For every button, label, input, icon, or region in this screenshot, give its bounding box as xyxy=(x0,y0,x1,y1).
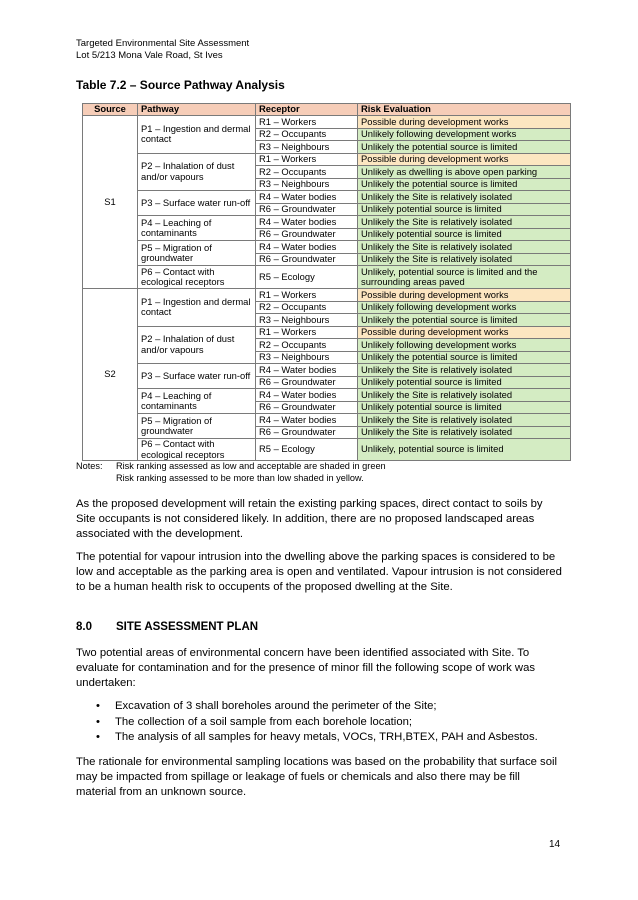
section-title: SITE ASSESSMENT PLAN xyxy=(116,621,259,633)
receptor-cell: R3 – Neighbours xyxy=(256,178,358,191)
risk-evaluation-cell: Unlikely the Site is relatively isolated xyxy=(358,426,571,439)
receptor-cell: R4 – Water bodies xyxy=(256,216,358,229)
page-number: 14 xyxy=(549,839,561,850)
table-row xyxy=(83,289,571,302)
notes-label: Notes: xyxy=(76,461,103,471)
column-header-risk: Risk Evaluation xyxy=(358,104,571,116)
risk-evaluation-cell: Unlikely the Site is relatively isolated xyxy=(358,389,571,402)
pathway-cell: P5 – Migration of groundwater xyxy=(138,414,256,439)
notes-line-yellow: Risk ranking assessed to be more than low shaded in yellow. xyxy=(116,472,364,483)
risk-evaluation-cell: Unlikely potential source is limited xyxy=(358,228,571,241)
risk-evaluation-cell: Unlikely the potential source is limited xyxy=(358,178,571,191)
table-row xyxy=(83,216,571,229)
receptor-cell: R4 – Water bodies xyxy=(256,389,358,402)
pathway-cell: P2 – Inhalation of dust and/or vapours xyxy=(138,153,256,191)
risk-evaluation-cell: Unlikely the potential source is limited xyxy=(358,351,571,364)
pathway-cell: P6 – Contact with ecological receptors xyxy=(138,266,256,289)
risk-evaluation-cell: Unlikely following development works xyxy=(358,339,571,352)
risk-evaluation-cell: Unlikely the Site is relatively isolated xyxy=(358,253,571,266)
pathway-cell: P4 – Leaching of contaminants xyxy=(138,389,256,414)
risk-evaluation-cell: Unlikely following development works xyxy=(358,128,571,141)
receptor-cell: R6 – Groundwater xyxy=(256,426,358,439)
receptor-cell: R4 – Water bodies xyxy=(256,414,358,427)
receptor-cell: R4 – Water bodies xyxy=(256,364,358,377)
risk-evaluation-cell: Possible during development works xyxy=(358,153,571,166)
pathway-cell: P3 – Surface water run-off xyxy=(138,191,256,216)
paragraph-scope-intro: Two potential areas of environmental concern have been identified associated with Site. To evaluate for contamination and for the presence of minor fill the following scope of work was undertaken: xyxy=(76,647,536,690)
receptor-cell: R4 – Water bodies xyxy=(256,241,358,254)
table-header-row xyxy=(83,104,571,116)
list-item xyxy=(76,730,566,746)
notes-line-green: Risk ranking assessed as low and acceptable are shaded in green xyxy=(116,461,386,471)
pathway-cell: P1 – Ingestion and dermal contact xyxy=(138,289,256,327)
receptor-cell: R3 – Neighbours xyxy=(256,314,358,327)
risk-evaluation-cell: Unlikely the Site is relatively isolated xyxy=(358,241,571,254)
section-heading xyxy=(76,621,258,633)
table-row xyxy=(83,326,571,339)
header-title: Targeted Environmental Site Assessment xyxy=(76,38,250,49)
receptor-cell: R2 – Occupants xyxy=(256,166,358,179)
table-row xyxy=(83,116,571,129)
receptor-cell: R4 – Water bodies xyxy=(256,191,358,204)
pathway-cell: P3 – Surface water run-off xyxy=(138,364,256,389)
pathway-cell: P6 – Contact with ecological receptors xyxy=(138,439,256,461)
bullet-icon: • xyxy=(96,731,100,743)
scope-list xyxy=(76,699,566,746)
list-item-text: The collection of a soil sample from each borehole location; xyxy=(115,715,413,728)
risk-evaluation-cell: Unlikely, potential source is limited and the surrounding areas paved xyxy=(358,266,571,289)
risk-evaluation-cell: Unlikely as dwelling is above open parking xyxy=(358,166,571,179)
table-row xyxy=(83,191,571,204)
risk-evaluation-cell: Unlikely the Site is relatively isolated xyxy=(358,414,571,427)
risk-evaluation-cell: Unlikely potential source is limited xyxy=(358,401,571,414)
table-row xyxy=(83,153,571,166)
list-item-text: Excavation of 3 shall boreholes around the perimeter of the Site; xyxy=(115,700,437,712)
receptor-cell: R6 – Groundwater xyxy=(256,376,358,389)
table-row xyxy=(83,389,571,402)
column-header-source: Source xyxy=(83,104,138,116)
receptor-cell: R1 – Workers xyxy=(256,116,358,129)
risk-evaluation-cell: Unlikely the potential source is limited xyxy=(358,314,571,327)
table-row xyxy=(83,364,571,377)
paragraph-rationale: The rationale for environmental sampling locations was based on the probability that surface soil may be impacted from spillage or leakage of fuels or chemicals and also there may be fill material from an unknown source. xyxy=(76,756,558,799)
receptor-cell: R6 – Groundwater xyxy=(256,253,358,266)
risk-evaluation-cell: Possible during development works xyxy=(358,326,571,339)
pathway-cell: P2 – Inhalation of dust and/or vapours xyxy=(138,326,256,364)
table-title: Table 7.2 – Source Pathway Analysis xyxy=(76,78,285,92)
risk-evaluation-cell: Unlikely following development works xyxy=(358,301,571,314)
document-header xyxy=(76,38,249,62)
risk-evaluation-cell: Unlikely potential source is limited xyxy=(358,203,571,216)
pathway-cell: P1 – Ingestion and dermal contact xyxy=(138,116,256,154)
table-row xyxy=(83,414,571,427)
pathway-cell: P4 – Leaching of contaminants xyxy=(138,216,256,241)
risk-evaluation-cell: Unlikely the Site is relatively isolated xyxy=(358,191,571,204)
paragraph-direct-contact: As the proposed development will retain the existing parking spaces, direct contact to soils by Site occupants is not considered likely. In addition, there are no proposed landscaped areas associated with the development. xyxy=(76,498,543,541)
source-cell: S2 xyxy=(83,289,138,461)
risk-evaluation-cell: Unlikely the Site is relatively isolated xyxy=(358,216,571,229)
pathway-cell: P5 – Migration of groundwater xyxy=(138,241,256,266)
risk-evaluation-cell: Possible during development works xyxy=(358,289,571,302)
receptor-cell: R1 – Workers xyxy=(256,289,358,302)
section-number: 8.0 xyxy=(76,621,92,633)
column-header-receptor: Receptor xyxy=(256,104,358,116)
table-row xyxy=(83,439,571,461)
table-row xyxy=(83,241,571,254)
risk-evaluation-cell: Unlikely, potential source is limited xyxy=(358,439,571,461)
source-cell: S1 xyxy=(83,116,138,289)
receptor-cell: R2 – Occupants xyxy=(256,339,358,352)
list-item xyxy=(76,715,566,731)
column-header-pathway: Pathway xyxy=(138,104,256,116)
header-address: Lot 5/213 Mona Vale Road, St Ives xyxy=(76,50,223,61)
receptor-cell: R6 – Groundwater xyxy=(256,401,358,414)
receptor-cell: R6 – Groundwater xyxy=(256,228,358,241)
table-body xyxy=(83,116,571,461)
receptor-cell: R2 – Occupants xyxy=(256,301,358,314)
list-item xyxy=(76,699,566,715)
receptor-cell: R6 – Groundwater xyxy=(256,203,358,216)
paragraph-vapour-intrusion: The potential for vapour intrusion into the dwelling above the parking spaces is considered to be low and acceptable as the parking area is open and ventilated. Vapour intrusion is not considered to be a human health risk to occupents of the proposed dwelling at the Site. xyxy=(76,551,562,594)
receptor-cell: R2 – Occupants xyxy=(256,128,358,141)
receptor-cell: R5 – Ecology xyxy=(256,439,358,461)
bullet-icon: • xyxy=(96,715,100,728)
source-pathway-table xyxy=(82,103,571,461)
receptor-cell: R1 – Workers xyxy=(256,153,358,166)
risk-evaluation-cell: Unlikely the Site is relatively isolated xyxy=(358,364,571,377)
receptor-cell: R3 – Neighbours xyxy=(256,351,358,364)
bullet-icon: • xyxy=(96,700,100,712)
table-row xyxy=(83,266,571,289)
risk-evaluation-cell: Unlikely potential source is limited xyxy=(358,376,571,389)
list-item-text: The analysis of all samples for heavy metals, VOCs, TRH,BTEX, PAH and Asbestos. xyxy=(115,731,538,743)
receptor-cell: R3 – Neighbours xyxy=(256,141,358,154)
risk-evaluation-cell: Unlikely the potential source is limited xyxy=(358,141,571,154)
receptor-cell: R1 – Workers xyxy=(256,326,358,339)
receptor-cell: R5 – Ecology xyxy=(256,266,358,289)
risk-evaluation-cell: Possible during development works xyxy=(358,116,571,129)
